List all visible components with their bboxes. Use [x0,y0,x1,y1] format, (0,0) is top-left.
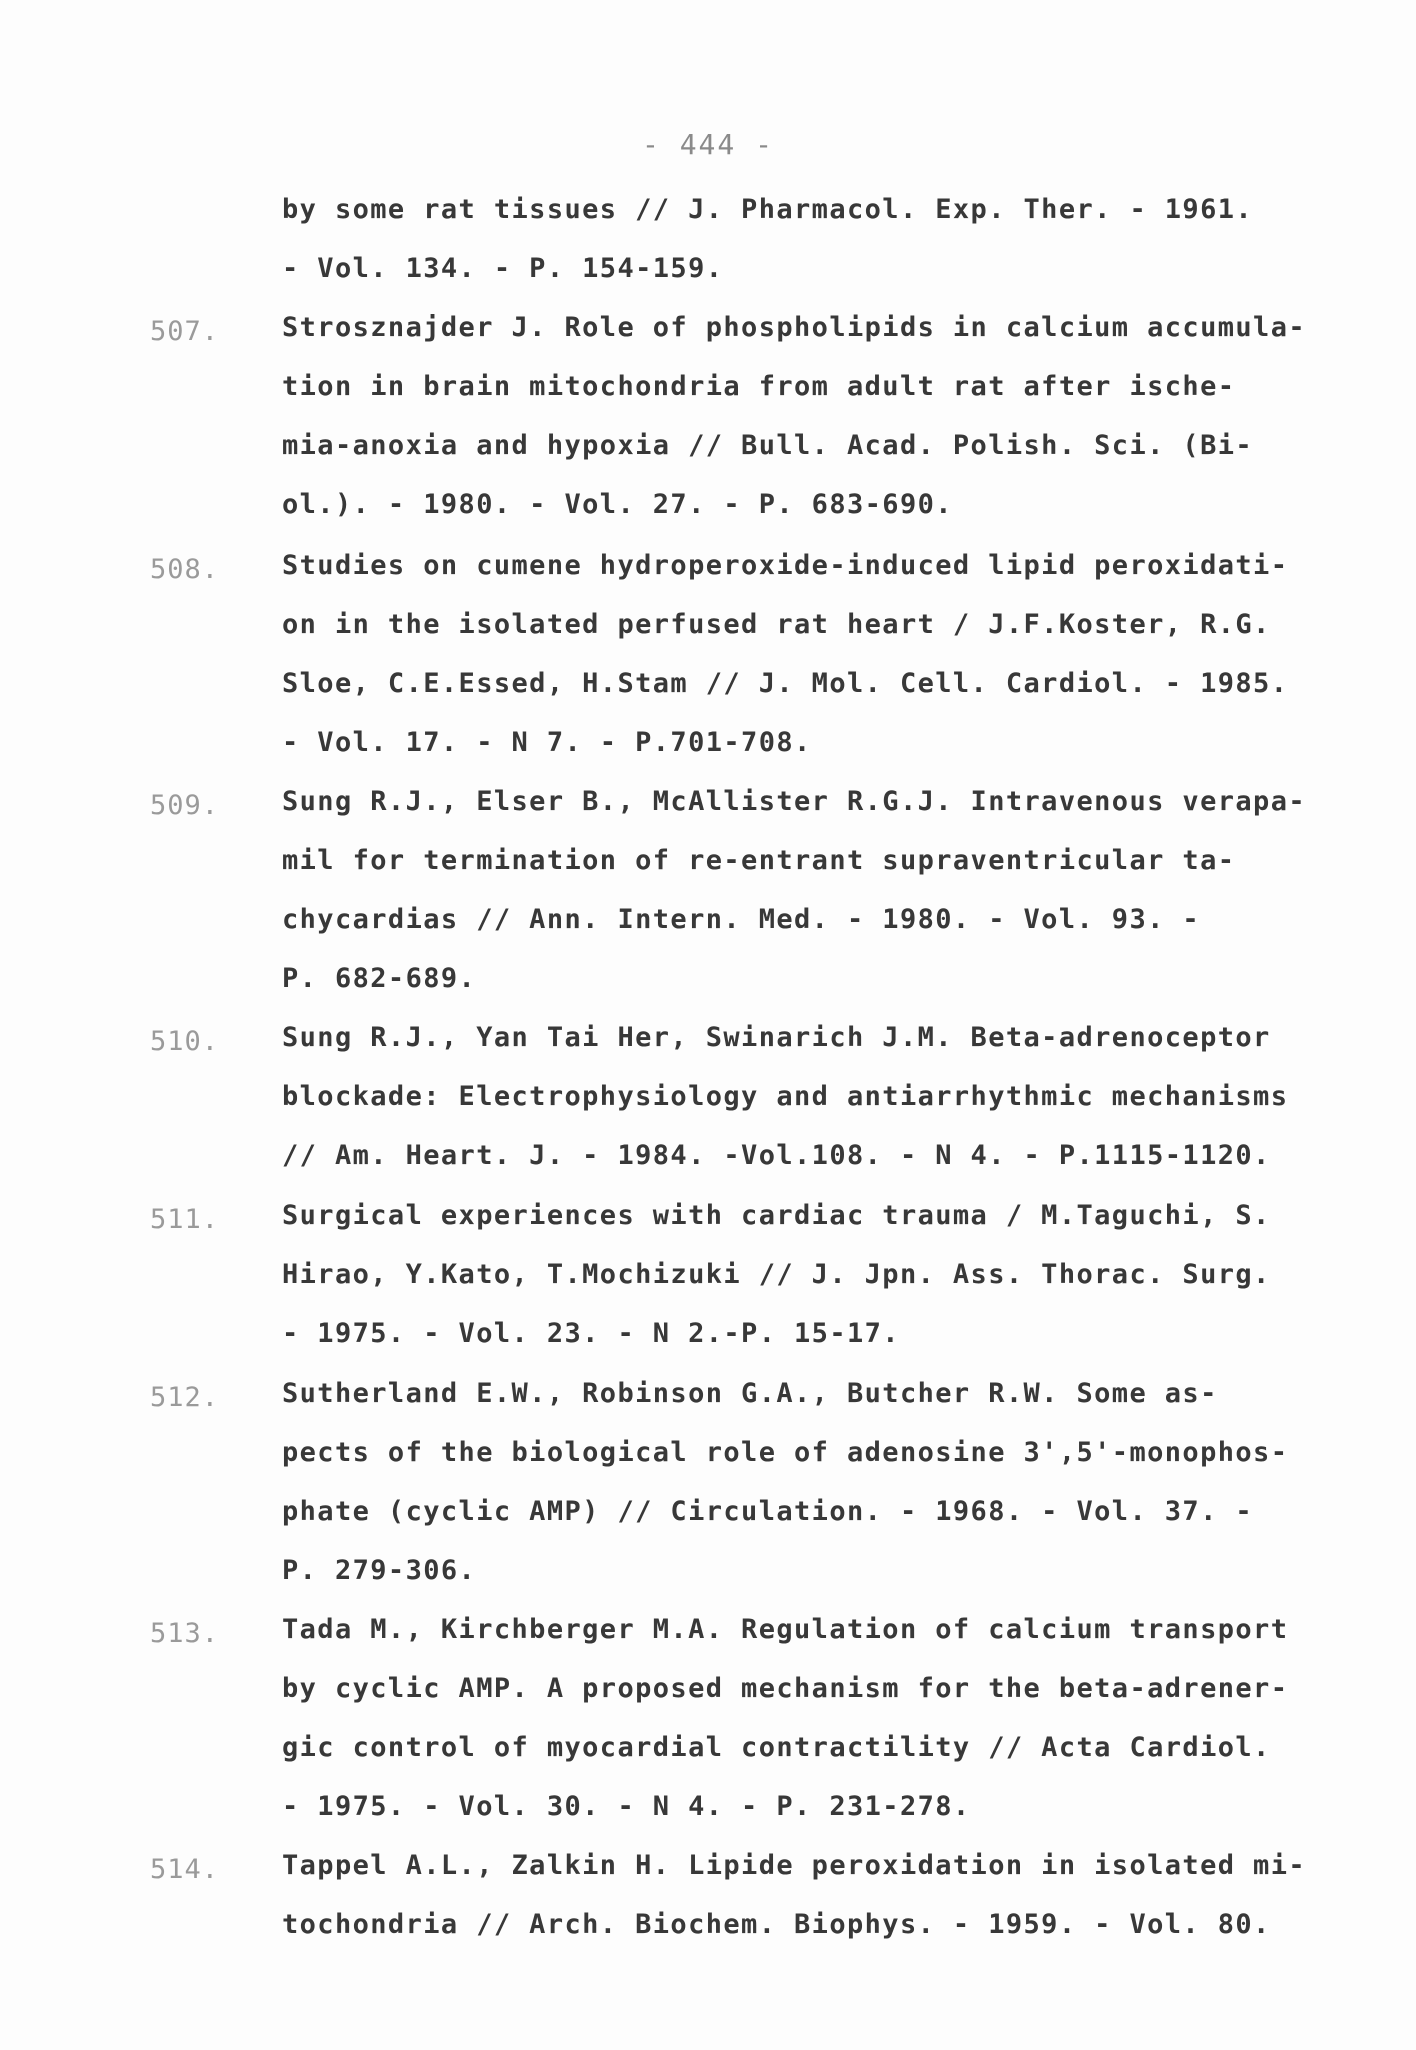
page-number: - 444 - [641,128,774,161]
reference-line: Hirao, Y.Kato, T.Mochizuki // J. Jpn. Ass. Thorac. Surg. [282,1259,1271,1290]
reference-number: 510. [150,1026,220,1057]
reference-lines [282,536,1332,772]
reference-line: // Am. Heart. J. - 1984. -Vol.108. - N 4. - P.1115-1120. [282,1140,1271,1171]
reference-lines [282,772,1332,1008]
reference-line: chycardias // Ann. Intern. Med. - 1980. - Vol. 93. - [282,904,1201,935]
reference-number: 509. [150,790,220,821]
reference-line: Sung R.J., Elser B., McAllister R.G.J. Intravenous verapa- [282,786,1307,817]
reference-line: Studies on cumene hydroperoxide-induced lipid peroxidati- [282,550,1289,581]
reference-line: on in the isolated perfused rat heart / J.F.Koster, R.G. [282,609,1271,640]
reference-lines [282,180,1332,298]
reference-number: 508. [150,554,220,585]
reference-lines [282,1600,1332,1836]
reference-lines [282,1008,1332,1185]
reference-line: ol.). - 1980. - Vol. 27. - P. 683-690. [282,489,953,520]
reference-line: tochondria // Arch. Biochem. Biophys. - 1959. - Vol. 80. [282,1909,1271,1940]
reference-line: tion in brain mitochondria from adult rat after ische- [282,371,1236,402]
reference-line: Sung R.J., Yan Tai Her, Swinarich J.M. Beta-adrenoceptor [282,1022,1271,1053]
reference-line: gic control of myocardial contractility // Acta Cardiol. [282,1732,1271,1763]
reference-line: Sloe, C.E.Essed, H.Stam // J. Mol. Cell. Cardiol. - 1985. [282,668,1289,699]
reference-line: Tada M., Kirchberger M.A. Regulation of calcium transport [282,1614,1289,1645]
reference-line: Strosznajder J. Role of phospholipids in calcium accumula- [282,312,1307,343]
reference-number: 514. [150,1854,220,1885]
reference-line: Surgical experiences with cardiac trauma / M.Taguchi, S. [282,1200,1271,1231]
reference-lines [282,1186,1332,1363]
reference-line: - 1975. - Vol. 23. - N 2.-P. 15-17. [282,1318,900,1349]
reference-line: blockade: Electrophysiology and antiarrhythmic mechanisms [282,1081,1289,1112]
reference-line: by some rat tissues // J. Pharmacol. Exp. Ther. - 1961. [282,194,1254,225]
reference-line: mia-anoxia and hypoxia // Bull. Acad. Polish. Sci. (Bi- [282,430,1254,461]
reference-number: 513. [150,1618,220,1649]
reference-line: phate (cyclic AMP) // Circulation. - 1968. - Vol. 37. - [282,1496,1254,1527]
reference-line: pects of the biological role of adenosine 3',5'-monophos- [282,1437,1289,1468]
reference-line: P. 682-689. [282,963,477,994]
reference-line: - Vol. 17. - N 7. - P.701-708. [282,727,812,758]
reference-lines [282,298,1332,534]
reference-lines [282,1364,1332,1600]
reference-number: 511. [150,1204,220,1235]
reference-number: 512. [150,1382,220,1413]
reference-line: Tappel A.L., Zalkin H. Lipide peroxidation in isolated mi- [282,1850,1307,1881]
reference-line: - Vol. 134. - P. 154-159. [282,253,724,284]
reference-number: 507. [150,316,220,347]
reference-line: by cyclic AMP. A proposed mechanism for the beta-adrener- [282,1673,1289,1704]
reference-line: mil for termination of re-entrant supraventricular ta- [282,845,1236,876]
reference-lines [282,1836,1332,1954]
reference-line: - 1975. - Vol. 30. - N 4. - P. 231-278. [282,1791,971,1822]
reference-line: Sutherland E.W., Robinson G.A., Butcher R.W. Some as- [282,1378,1218,1409]
reference-line: P. 279-306. [282,1555,477,1586]
